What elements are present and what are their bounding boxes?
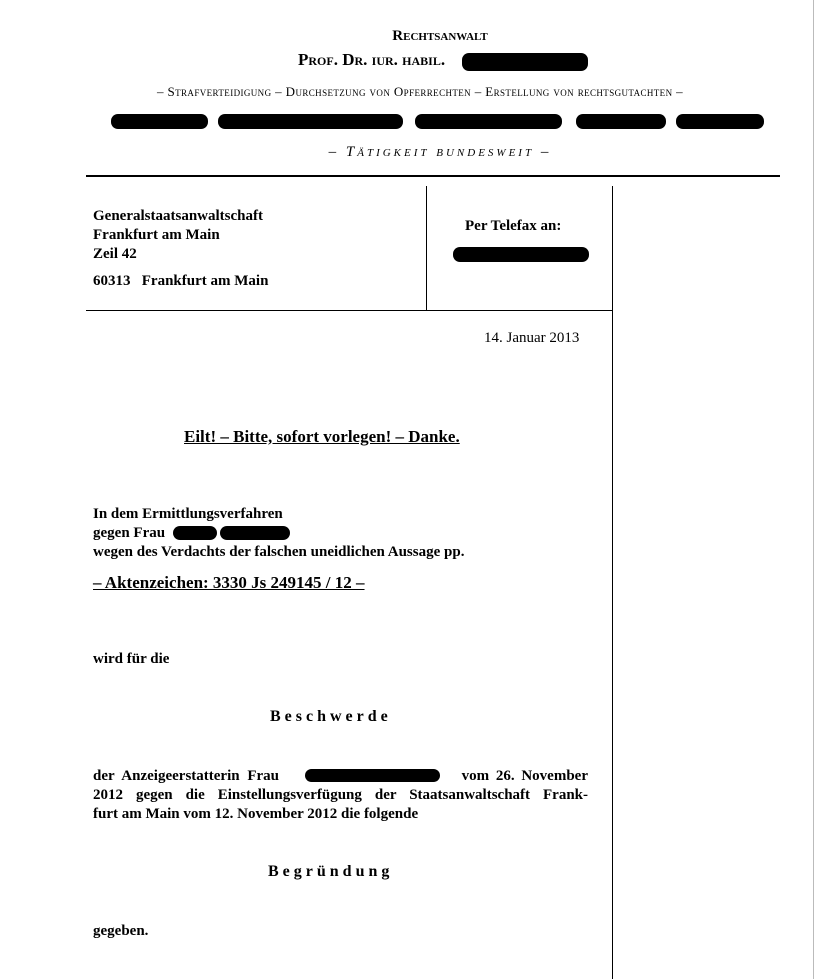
- letterhead-services: – Strafverteidigung – Durchsetzung von Opferrechten – Erstellung von rechtsgutachten –: [156, 84, 684, 99]
- redaction-address-2: [218, 114, 403, 129]
- file-number: – Aktenzeichen: 3330 Js 249145 / 12 –: [93, 573, 365, 592]
- redaction-address-1: [111, 114, 208, 129]
- recipient-line2: Frankfurt am Main: [93, 227, 220, 243]
- redaction-complainant-name: [305, 769, 440, 782]
- address-divider: [426, 186, 427, 310]
- redaction-accused-last: [220, 526, 290, 540]
- para-line1-b: vom 26. November: [461, 768, 588, 784]
- heading-beschwerde: Beschwerde: [270, 708, 392, 725]
- letterhead-name: Prof. Dr. iur. habil.: [298, 50, 446, 69]
- body-intro: wird für die: [93, 651, 170, 667]
- header-divider: [86, 175, 780, 177]
- para-line3: furt am Main vom 12. November 2012 die folgende: [93, 806, 419, 822]
- closing-word: gegeben.: [93, 923, 149, 939]
- redaction-address-5: [676, 114, 764, 129]
- letter-date: 14. Januar 2013: [484, 330, 580, 346]
- page-edge: [813, 0, 814, 979]
- address-bottom-line: [86, 310, 612, 311]
- case-line3: wegen des Verdachts der falschen uneidlichen Aussage pp.: [93, 544, 465, 560]
- urgent-notice: Eilt! – Bitte, sofort vorlegen! – Danke.: [184, 427, 460, 446]
- recipient-line1: Generalstaatsanwaltschaft: [93, 208, 263, 224]
- redaction-lawyer-name: [462, 53, 588, 71]
- heading-begruendung: Begründung: [268, 863, 394, 880]
- redaction-address-3: [415, 114, 562, 129]
- letterhead-activity: – Tätigkeit bundesweit –: [328, 144, 552, 160]
- para-line2: 2012 gegen die Einstellungsverfügung der Staatsanwaltschaft Frank-: [93, 787, 588, 803]
- para-line1-a: der Anzeigeerstatterin Frau: [93, 768, 280, 784]
- case-line1: In dem Ermittlungsverfahren: [93, 506, 283, 522]
- redaction-fax-number: [453, 247, 589, 262]
- margin-line: [612, 186, 613, 979]
- recipient-line3: Zeil 42: [93, 246, 137, 262]
- fax-label: Per Telefax an:: [465, 218, 562, 234]
- redaction-address-4: [576, 114, 666, 129]
- letterhead-title: Rechtsanwalt: [392, 28, 488, 44]
- case-line2: gegen Frau: [93, 525, 166, 541]
- redaction-accused-first: [173, 526, 217, 540]
- recipient-line4: 60313 Frankfurt am Main: [93, 273, 269, 289]
